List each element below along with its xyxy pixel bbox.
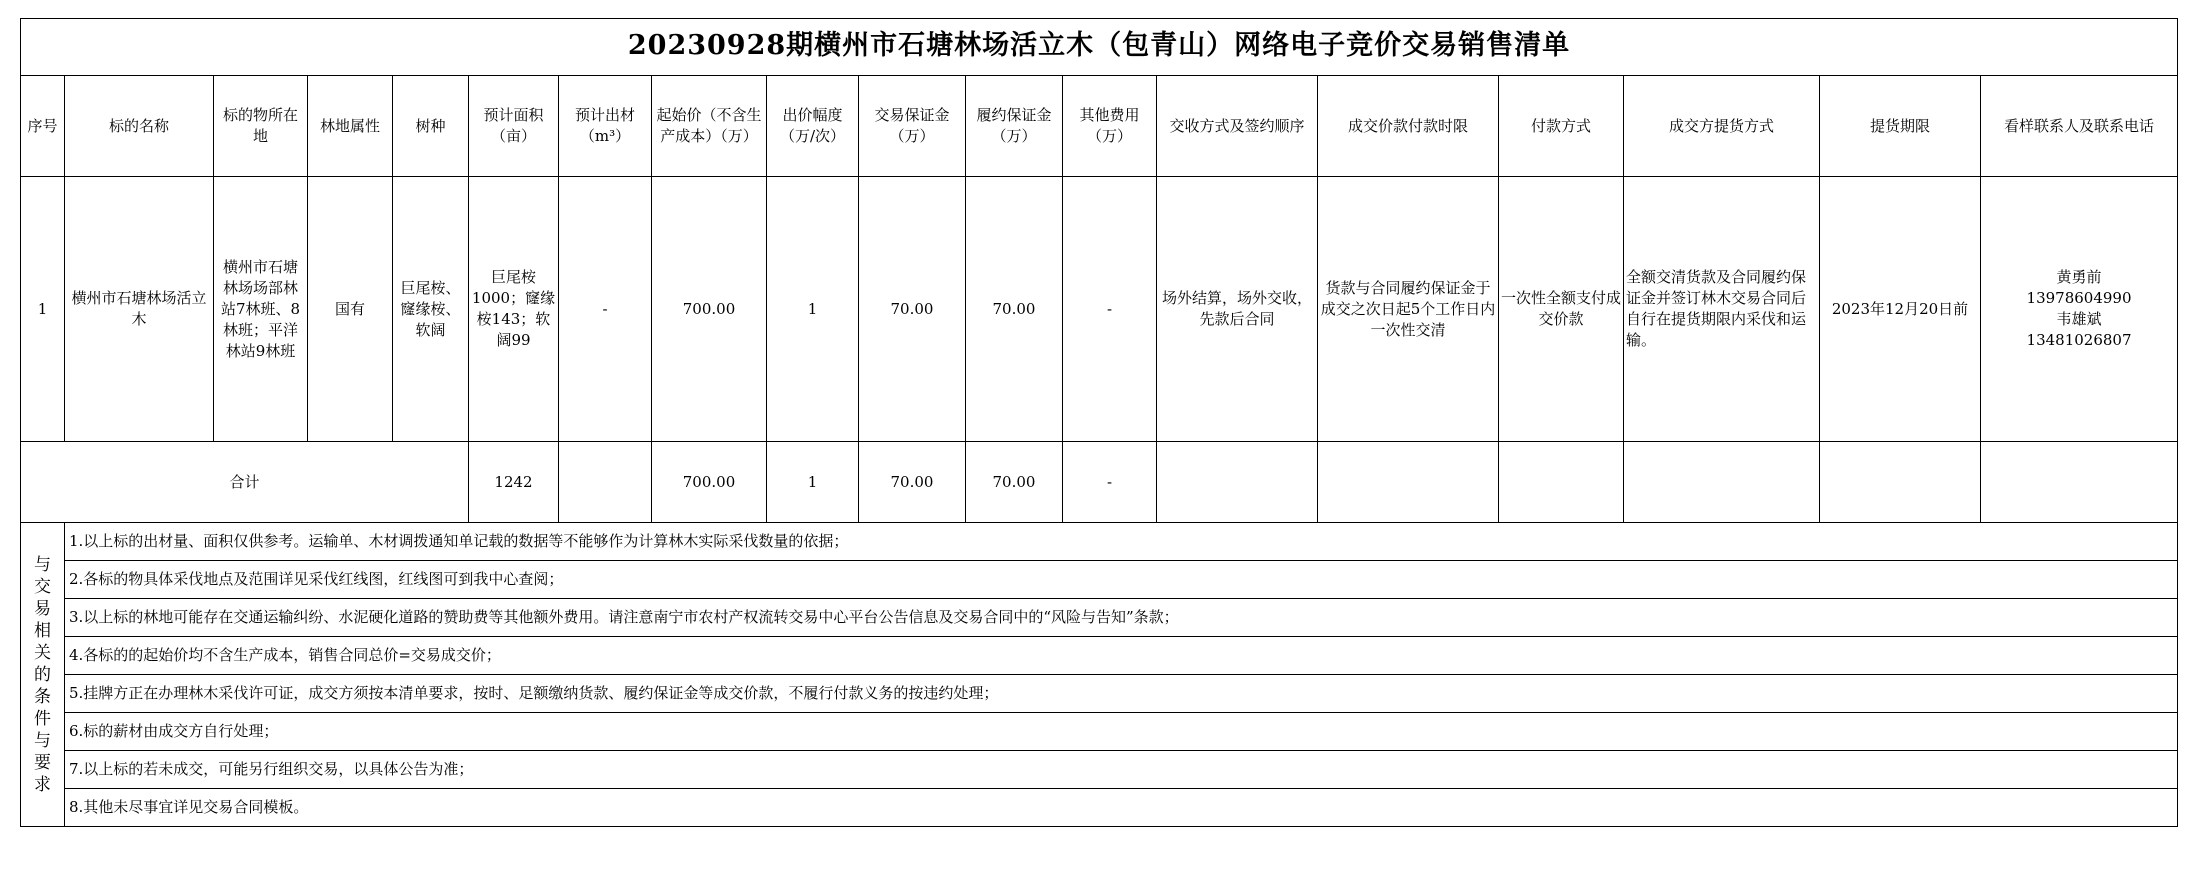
condition-note-7: 7.以上标的若未成交，可能另行组织交易，以具体公告为准；	[65, 751, 2178, 789]
condition-row	[21, 599, 2178, 637]
cell-est-volume: -	[559, 177, 652, 442]
condition-note-6: 6.标的薪材由成交方自行处理；	[65, 713, 2178, 751]
cell-bid-step: 1	[767, 177, 859, 442]
cell-species: 巨尾桉、窿缘桉、软阔	[393, 177, 469, 442]
title-row	[21, 19, 2178, 76]
total-row	[21, 442, 2178, 523]
cell-payment-deadline: 货款与合同履约保证金于成交之次日起5个工作日内一次性交清	[1318, 177, 1499, 442]
cell-name: 横州市石塘林场活立木	[65, 177, 214, 442]
header-payment-method: 付款方式	[1499, 76, 1624, 177]
sales-list-sheet	[20, 18, 2177, 827]
header-contact: 看样联系人及联系电话	[1981, 76, 2178, 177]
cell-deposit: 70.00	[859, 177, 966, 442]
total-est-volume	[559, 442, 652, 523]
condition-row	[21, 523, 2178, 561]
table-title-cell	[21, 19, 2178, 76]
conditions-label: 与交易相关的条件与要求	[34, 554, 51, 795]
condition-row	[21, 675, 2178, 713]
total-empty-4	[1624, 442, 1820, 523]
cell-pickup-method: 全额交清货款及合同履约保证金并签订林木交易合同后自行在提货期限内采伐和运输。	[1624, 177, 1820, 442]
table-title: 20230928期横州市石塘林场活立木（包青山）网络电子竞价交易销售清单	[627, 29, 1571, 61]
header-payment-deadline: 成交价款付款时限	[1318, 76, 1499, 177]
table-row	[21, 177, 2178, 442]
header-species: 树种	[393, 76, 469, 177]
total-start-price: 700.00	[652, 442, 767, 523]
condition-note-2: 2.各标的物具体采伐地点及范围详见采伐红线图，红线图可到我中心查阅；	[65, 561, 2178, 599]
header-pickup-deadline: 提货期限	[1820, 76, 1981, 177]
header-other-fee: 其他费用（万）	[1063, 76, 1157, 177]
header-location: 标的物所在地	[214, 76, 308, 177]
total-empty-2	[1318, 442, 1499, 523]
contact-phone-1: 13978604990	[2026, 289, 2132, 307]
condition-row	[21, 789, 2178, 827]
condition-row	[21, 637, 2178, 675]
condition-note-8: 8.其他未尽事宜详见交易合同模板。	[65, 789, 2178, 827]
conditions-label-cell	[21, 523, 65, 827]
header-seq: 序号	[21, 76, 65, 177]
condition-note-3: 3.以上标的林地可能存在交通运输纠纷、水泥硬化道路的赞助费等其他额外费用。请注意南宁市农村产权流转交易中心平台公告信息及交易合同中的“风险与告知”条款；	[65, 599, 2178, 637]
condition-row	[21, 751, 2178, 789]
header-pickup-method: 成交方提货方式	[1624, 76, 1820, 177]
total-label: 合计	[21, 442, 469, 523]
contact-phone-2: 13481026807	[2026, 331, 2132, 349]
cell-payment-method: 一次性全额支付成交价款	[1499, 177, 1624, 442]
total-other-fee: -	[1063, 442, 1157, 523]
cell-location: 横州市石塘林场场部林站7林班、8林班；平洋林站9林班	[214, 177, 308, 442]
cell-contact	[1981, 177, 2178, 442]
cell-pickup-deadline: 2023年12月20日前	[1820, 177, 1981, 442]
header-delivery-order: 交收方式及签约顺序	[1157, 76, 1318, 177]
header-start-price: 起始价（不含生产成本）（万）	[652, 76, 767, 177]
header-land-attr: 林地属性	[308, 76, 393, 177]
cell-other-fee: -	[1063, 177, 1157, 442]
header-name: 标的名称	[65, 76, 214, 177]
condition-row	[21, 713, 2178, 751]
total-est-area: 1242	[469, 442, 559, 523]
condition-note-4: 4.各标的的起始价均不含生产成本，销售合同总价=交易成交价；	[65, 637, 2178, 675]
cell-start-price: 700.00	[652, 177, 767, 442]
cell-est-area: 巨尾桉1000；窿缘桉143；软阔99	[469, 177, 559, 442]
sales-list-table	[20, 18, 2178, 827]
contact-name-1: 黄勇前	[2056, 268, 2102, 286]
cell-delivery-order: 场外结算，场外交收，先款后合同	[1157, 177, 1318, 442]
header-perf-deposit: 履约保证金（万）	[966, 76, 1063, 177]
contact-name-2: 韦雄斌	[2056, 310, 2102, 328]
total-empty-3	[1499, 442, 1624, 523]
condition-note-5: 5.挂牌方正在办理林木采伐许可证，成交方须按本清单要求，按时、足额缴纳货款、履约保证金等成交价款，不履行付款义务的按违约处理；	[65, 675, 2178, 713]
header-deposit: 交易保证金（万）	[859, 76, 966, 177]
header-est-area: 预计面积（亩）	[469, 76, 559, 177]
total-empty-5	[1820, 442, 1981, 523]
cell-perf-deposit: 70.00	[966, 177, 1063, 442]
total-empty-6	[1981, 442, 2178, 523]
header-row	[21, 76, 2178, 177]
total-bid-step: 1	[767, 442, 859, 523]
condition-row	[21, 561, 2178, 599]
header-est-volume: 预计出材（m³）	[559, 76, 652, 177]
total-perf-deposit: 70.00	[966, 442, 1063, 523]
cell-land-attr: 国有	[308, 177, 393, 442]
cell-seq: 1	[21, 177, 65, 442]
total-deposit: 70.00	[859, 442, 966, 523]
header-bid-step: 出价幅度（万/次）	[767, 76, 859, 177]
condition-note-1: 1.以上标的出材量、面积仅供参考。运输单、木材调拨通知单记载的数据等不能够作为计算林木实际采伐数量的依据；	[65, 523, 2178, 561]
total-empty-1	[1157, 442, 1318, 523]
